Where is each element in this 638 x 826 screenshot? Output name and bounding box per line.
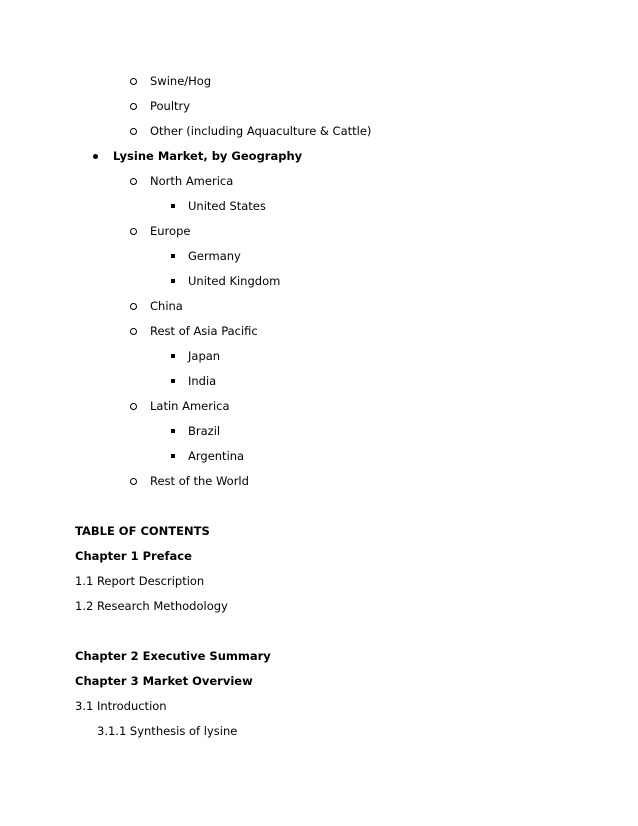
list-item-india: India <box>188 374 217 388</box>
toc-item-3-1-1: 3.1.1 Synthesis of lysine <box>97 724 238 738</box>
list-item-argentina: Argentina <box>188 449 245 463</box>
list-item-north-america: North America <box>150 174 234 188</box>
toc-chapter-1: Chapter 1 Preface <box>75 549 192 563</box>
toc-item-1-2: 1.2 Research Methodology <box>75 599 228 613</box>
toc-chapter-2: Chapter 2 Executive Summary <box>75 649 271 663</box>
square-bullet-icon <box>171 429 175 433</box>
square-bullet-icon <box>171 279 175 283</box>
circle-bullet-icon <box>130 178 137 185</box>
list-item-rest-of-world: Rest of the World <box>150 474 249 488</box>
square-bullet-icon <box>171 204 175 208</box>
list-item-japan: Japan <box>188 349 221 363</box>
list-item-united-kingdom: United Kingdom <box>188 274 281 288</box>
geography-heading: Lysine Market, by Geography <box>113 149 303 163</box>
toc-chapter-3: Chapter 3 Market Overview <box>75 674 253 688</box>
list-item-germany: Germany <box>188 249 241 263</box>
list-item-latin-america: Latin America <box>150 399 230 413</box>
circle-bullet-icon <box>130 78 137 85</box>
circle-bullet-icon <box>130 228 137 235</box>
disc-bullet-icon <box>93 154 98 159</box>
list-item-rest-of-asia-pacific: Rest of Asia Pacific <box>150 324 258 338</box>
toc-item-1-1: 1.1 Report Description <box>75 574 205 588</box>
list-item-poultry: Poultry <box>150 99 191 113</box>
circle-bullet-icon <box>130 403 137 410</box>
square-bullet-icon <box>171 354 175 358</box>
circle-bullet-icon <box>130 103 137 110</box>
circle-bullet-icon <box>130 128 137 135</box>
square-bullet-icon <box>171 254 175 258</box>
circle-bullet-icon <box>130 303 137 310</box>
square-bullet-icon <box>171 454 175 458</box>
list-item-brazil: Brazil <box>188 424 221 438</box>
circle-bullet-icon <box>130 328 137 335</box>
list-item-swine: Swine/Hog <box>150 74 212 88</box>
list-item-europe: Europe <box>150 224 191 238</box>
square-bullet-icon <box>171 379 175 383</box>
toc-title: TABLE OF CONTENTS <box>75 524 210 538</box>
list-item-united-states: United States <box>188 199 266 213</box>
circle-bullet-icon <box>130 478 137 485</box>
list-item-china: China <box>150 299 183 313</box>
toc-item-3-1: 3.1 Introduction <box>75 699 167 713</box>
list-item-other: Other (including Aquaculture & Cattle) <box>150 124 372 138</box>
